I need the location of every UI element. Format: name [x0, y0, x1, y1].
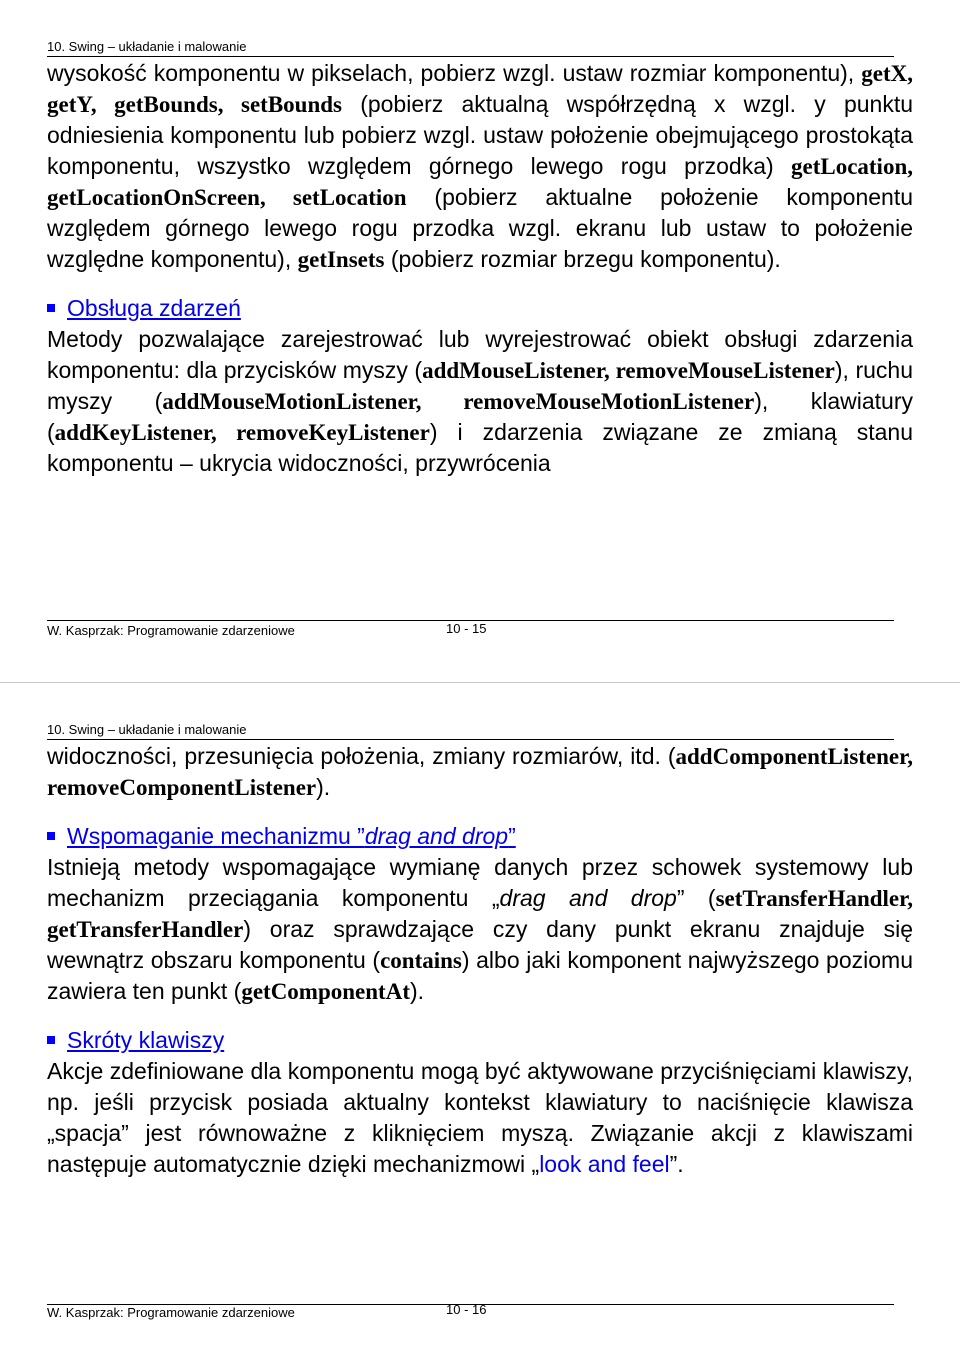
page-divider: [0, 682, 960, 683]
bullet-icon: [47, 832, 55, 840]
title-part: Wspomaganie mechanizmu ”: [67, 823, 365, 849]
page-body: [47, 58, 913, 479]
text-run: ”.: [669, 1151, 684, 1177]
shortcuts-paragraph: [47, 1056, 913, 1180]
component-methods-paragraph: [47, 58, 913, 275]
text-run: wysokość komponentu w pikselach, pobierz wzgl. ustaw rozmiar komponentu),: [47, 60, 855, 86]
method-names: addComponentListener, removeComponentListener: [47, 744, 913, 800]
text-run: ) i zdarzenia związane ze zmianą stanu komponentu – ukrycia widoczności, przywrócenia: [47, 419, 914, 476]
method-names: getInsets: [297, 247, 385, 272]
text-run: widoczności, przesunięcia położenia, zmiany rozmiarów, itd. (: [47, 743, 676, 769]
page-number: 10 - 15: [446, 621, 487, 636]
bullet-icon: [47, 1036, 55, 1044]
page-body: [47, 741, 913, 1180]
method-names: addMouseMotionListener, removeMouseMotionListener: [162, 389, 755, 414]
text-run: ) albo jaki komponent najwyższego poziomu zawiera ten punkt (: [47, 947, 913, 1004]
text-run: (pobierz aktualną współrzędną x wzgl. y punktu odniesienia komponentu lub pobierz wzgl. ustaw położenie obejmującego prostokąta komponentu, wszystko względem górnego lewego rogu przodka): [47, 91, 913, 179]
method-names: setTransferHandler, getTransferHandler: [47, 886, 913, 942]
look-and-feel-term: look and feel: [539, 1151, 670, 1177]
method-names: getLocation, getLocationOnScreen, setLocation: [47, 154, 913, 210]
page-header: 10. Swing – układanie i malowanie: [47, 39, 247, 54]
text-run: ).: [316, 774, 331, 800]
text-run: ).: [409, 978, 425, 1004]
italic-term: drag and drop: [499, 885, 677, 911]
bullet-icon: [47, 304, 55, 312]
method-names: addMouseListener, removeMouseListener: [422, 358, 835, 383]
method-names: contains: [380, 948, 462, 973]
method-names: getX, getY, getBounds, setBounds: [47, 61, 914, 117]
component-listener-paragraph: [47, 741, 913, 803]
method-names: getComponentAt: [241, 979, 410, 1004]
text-run: Metody pozwalające zarejestrować lub wyrejestrować obiekt obsługi zdarzenia komponentu: dla przycisków myszy (: [47, 326, 913, 383]
page-header: 10. Swing – układanie i malowanie: [47, 722, 247, 737]
section-shortcuts: [47, 1025, 913, 1056]
footer-author: W. Kasprzak: Programowanie zdarzeniowe: [47, 1305, 295, 1320]
text-run: (pobierz rozmiar brzegu komponentu).: [384, 246, 781, 272]
text-run: ” (: [676, 885, 716, 911]
text-run: ), ruchu myszy (: [47, 357, 913, 414]
section-title-link[interactable]: Obsługa zdarzeń: [67, 295, 241, 321]
footer-author: W. Kasprzak: Programowanie zdarzeniowe: [47, 623, 295, 638]
method-names: addKeyListener, removeKeyListener: [54, 420, 430, 445]
text-run: Istnieją metody wspomagające wymianę danych przez schowek systemowy lub mechanizm przeciągania komponentu „: [47, 854, 913, 911]
section-title-link[interactable]: [67, 823, 516, 849]
events-paragraph: [47, 324, 913, 479]
page-16: [0, 686, 960, 1367]
section-drag-and-drop: [47, 821, 913, 852]
page-number: 10 - 16: [446, 1302, 487, 1317]
header-rule: [47, 739, 894, 740]
text-run: (pobierz aktualne położenie komponentu względem górnego lewego rogu przodka wzgl. ekranu lub ustaw to położenie względne komponentu),: [47, 184, 914, 272]
section-events: [47, 293, 913, 324]
text-run: ) oraz sprawdzające czy dany punkt ekranu znajduje się wewnątrz obszaru komponentu (: [47, 916, 913, 973]
title-part: drag and drop: [364, 823, 509, 849]
header-rule: [47, 56, 894, 57]
section-title-link[interactable]: Skróty klawiszy: [67, 1027, 225, 1053]
text-run: ), klawiatury (: [47, 388, 913, 445]
dnd-paragraph: [47, 852, 913, 1007]
text-run: Akcje zdefiniowane dla komponentu mogą być aktywowane przyciśnięciami klawiszy, np. jeśli przycisk posiada aktualny kontekst klawiatury to naciśnięcie klawisza „spacja” jest równoważne z kliknięciem myszą. Związanie akcji z klawiszami następuje automatycznie dzięki mechanizmowi „: [47, 1058, 913, 1177]
title-part: ”: [508, 823, 516, 849]
